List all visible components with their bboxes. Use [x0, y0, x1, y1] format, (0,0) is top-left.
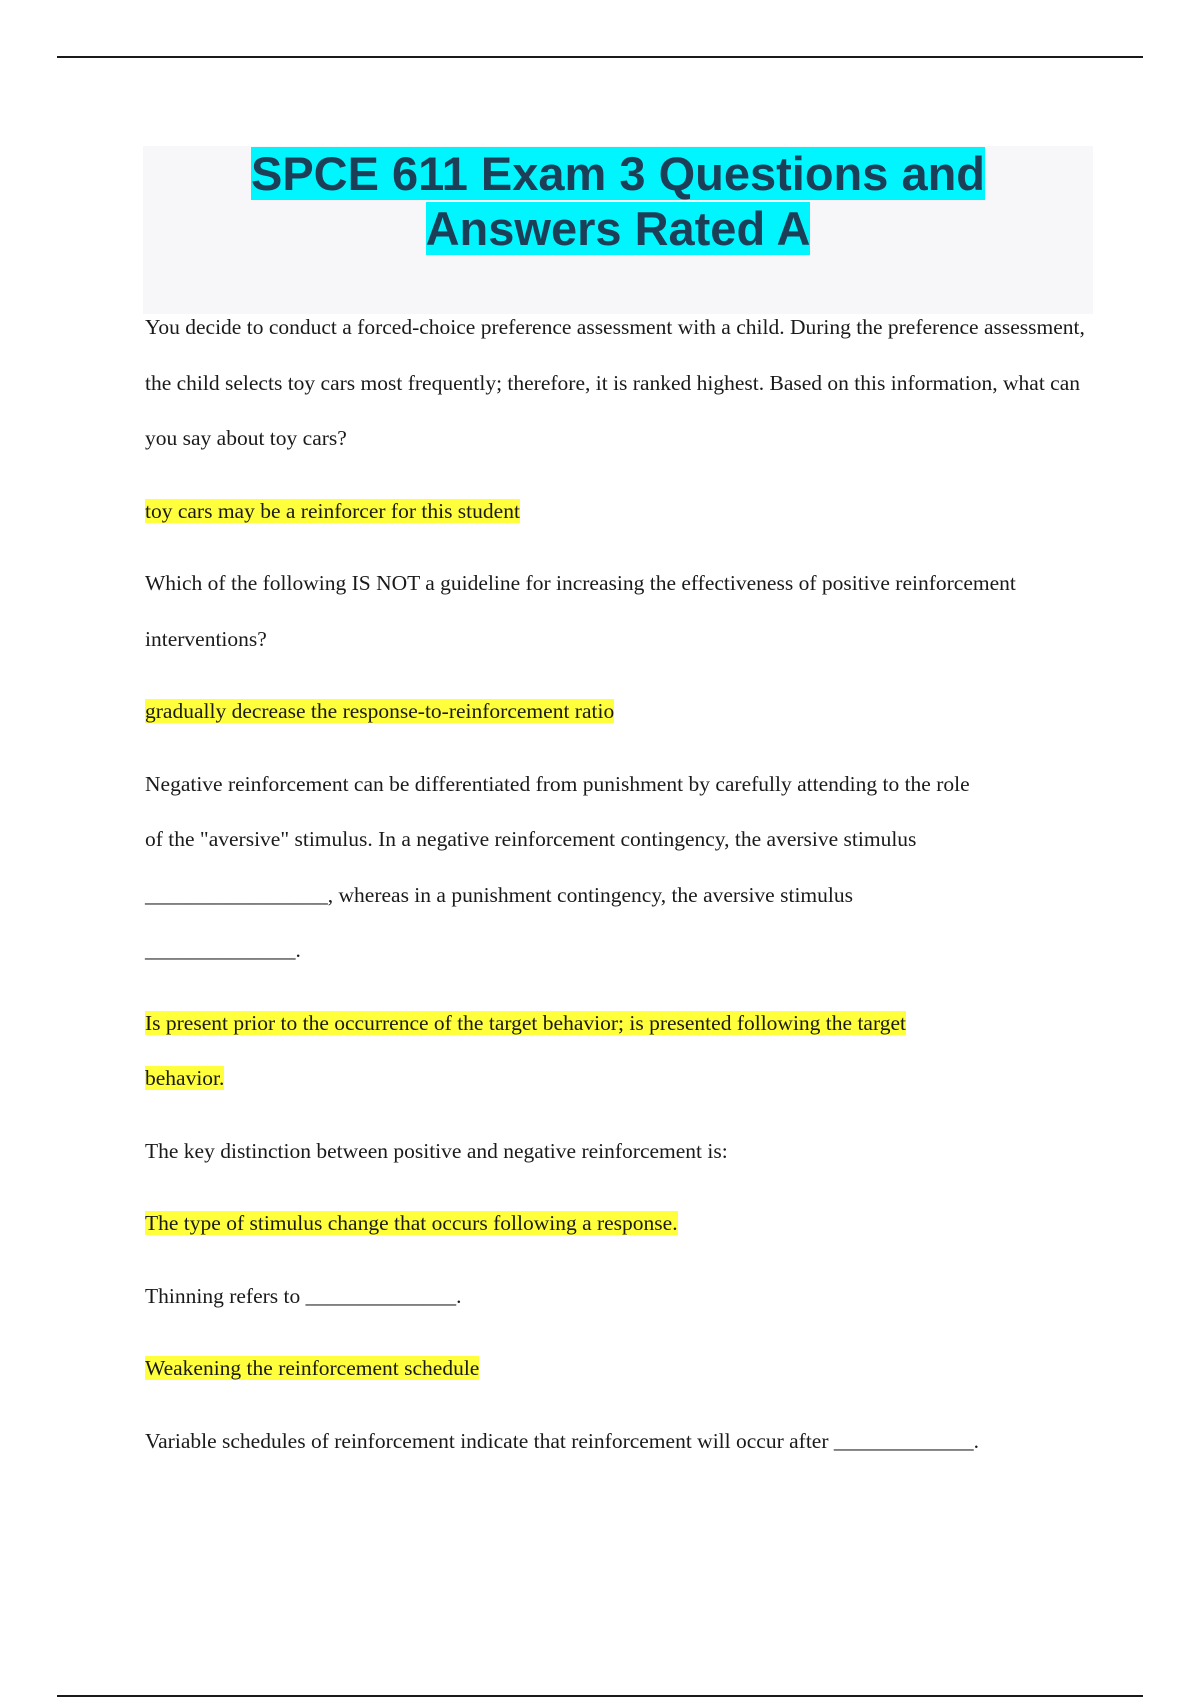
- question-3-line-4: ______________.: [145, 938, 301, 962]
- question-3-line-3: _________________, whereas in a punishment contingency, the aversive stimulus: [145, 882, 853, 907]
- title-line-1: SPCE 611 Exam 3 Questions and: [250, 147, 986, 200]
- answer-4: [145, 1196, 1095, 1252]
- answer-1-highlight: toy cars may be a reinforcer for this student: [145, 498, 520, 523]
- question-3: [145, 757, 1095, 979]
- answer-3-line-1: Is present prior to the occurrence of the target behavior; is presented following the target: [145, 1010, 906, 1035]
- question-3-line-1: Negative reinforcement can be differentiated from punishment by carefully attending to the role: [145, 771, 970, 796]
- bottom-rule: [57, 1695, 1143, 1697]
- question-4: The key distinction between positive and negative reinforcement is:: [145, 1138, 728, 1163]
- top-rule: [57, 56, 1143, 58]
- question-2: Which of the following IS NOT a guideline for increasing the effectiveness of positive reinforcement interventions?: [145, 571, 1016, 651]
- question-1: You decide to conduct a forced-choice preference assessment with a child. During the preference assessment, the child selects toy cars most frequently; therefore, it is ranked highest. Based on this information, what can you say about toy cars?: [145, 315, 1085, 450]
- answer-5-highlight: Weakening the reinforcement schedule: [145, 1356, 480, 1380]
- question-6: Variable schedules of reinforcement indicate that reinforcement will occur after _____________.: [145, 1428, 979, 1453]
- answer-2: [145, 684, 1095, 740]
- answer-4-highlight: The type of stimulus change that occurs following a response.: [145, 1211, 678, 1235]
- answer-3: [145, 996, 1095, 1107]
- qa-content: [145, 300, 1095, 1486]
- question-3-line-2: of the "aversive" stimulus. In a negative reinforcement contingency, the aversive stimulus: [145, 827, 917, 851]
- answer-3-line-2: behavior.: [145, 1066, 225, 1090]
- document-title: [143, 146, 1093, 256]
- answer-1: [145, 484, 1095, 540]
- answer-5: [145, 1341, 1095, 1397]
- answer-2-highlight: gradually decrease the response-to-reinforcement ratio: [145, 699, 615, 723]
- title-line-2: Answers Rated A: [425, 202, 811, 255]
- question-5: Thinning refers to ______________.: [145, 1283, 462, 1308]
